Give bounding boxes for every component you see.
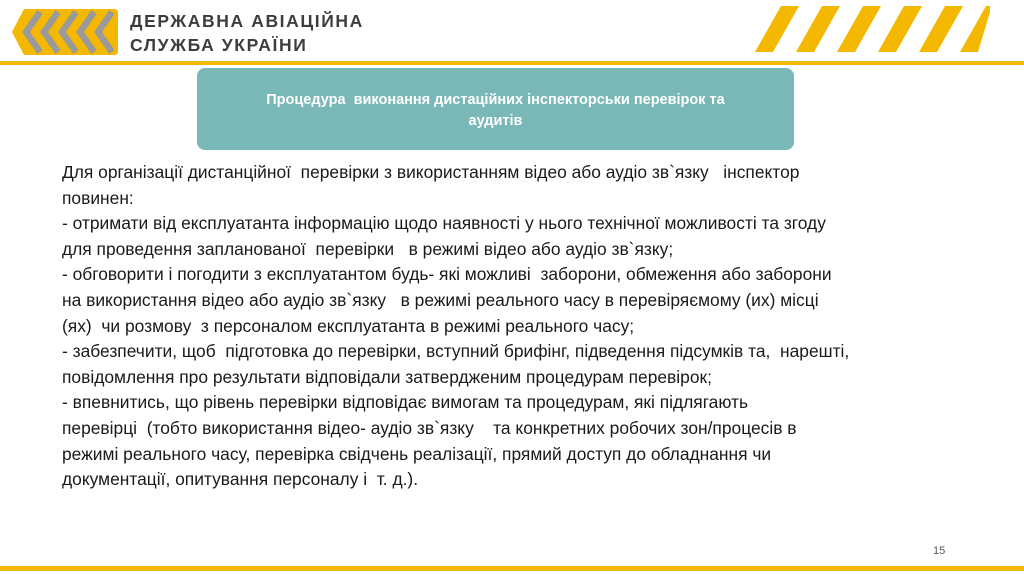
body-line: для проведення запланованої перевірки в режимі відео або аудіо зв`язку; — [62, 238, 674, 259]
page-number: 15 — [933, 545, 946, 557]
body-line: повідомлення про результати відповідали затвердженим процедурам перевірок; — [62, 366, 712, 387]
body-line: документації, опитування персоналу і т. д.). — [62, 469, 419, 490]
body-line: - обговорити і погодити з експлуатантом будь- які можливі заборони, обмеження або заборони — [62, 264, 832, 285]
decorative-stripes — [755, 4, 990, 54]
organization-name — [130, 9, 364, 57]
chevron-logo-icon — [10, 6, 120, 58]
slide-body — [62, 160, 1012, 493]
body-line: - отримати від експлуатанта інформацію щодо наявності у нього технічної можливості та згоду — [62, 213, 826, 234]
body-line: режимі реального часу, перевірка свідчень реалізації, прямий доступ до обладнання чи — [62, 443, 772, 464]
footer-divider — [0, 566, 1024, 571]
diagonal-stripes-icon — [755, 4, 990, 54]
agency-logo — [10, 6, 120, 58]
body-line: - забезпечити, щоб підготовка до перевірки, вступний брифінг, підведення підсумків та, нарешті, — [62, 341, 850, 362]
body-line: на використання відео або аудіо зв`язку в режимі реального часу в перевіряємому (их) місці — [62, 289, 819, 310]
body-line: повинен: — [62, 187, 134, 208]
body-line: Для організації дистанційної перевірки з використанням відео або аудіо зв`язку інспектор — [62, 162, 800, 182]
organization-name-line2: СЛУЖБА УКРАЇНИ — [130, 35, 308, 55]
body-line: (ях) чи розмову з персоналом експлуатанта в режимі реального часу; — [62, 315, 635, 336]
body-line: - впевнитись, що рівень перевірки відповідає вимогам та процедурам, які підлягають — [62, 392, 749, 413]
organization-name-line1: ДЕРЖАВНА АВІАЦІЙНА — [130, 11, 364, 31]
header-divider — [0, 61, 1024, 65]
body-line: перевірці (тобто використання відео- аудіо зв`язку та конкретних робочих зон/процесів в — [62, 417, 797, 438]
slide-title: Процедура виконання дистаційних інспекторськи перевірок та аудитів — [266, 92, 725, 129]
slide-title-box — [197, 68, 794, 150]
